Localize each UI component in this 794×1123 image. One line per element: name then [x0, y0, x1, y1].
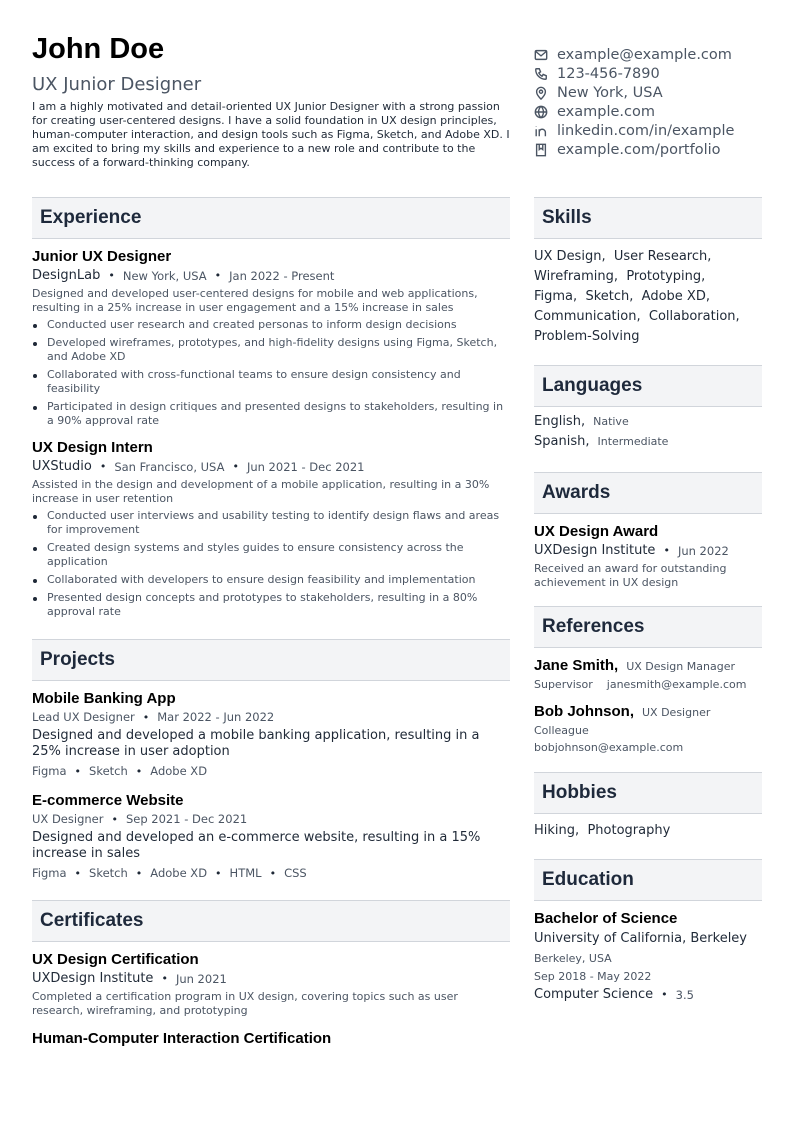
- portfolio-icon: [534, 143, 548, 157]
- email-icon: [534, 48, 548, 62]
- experience-meta: [32, 268, 510, 283]
- hobbies-heading: Hobbies: [534, 772, 762, 814]
- reference-email[interactable]: janesmith@example.com: [606, 678, 747, 691]
- education-gpa: 3.5: [675, 987, 694, 1002]
- education-field: Computer Science: [534, 987, 654, 1002]
- skill-item: Wireframing: [534, 269, 614, 284]
- bullet-item: Collaborated with cross-functional teams to ensure design consistency and feasibility: [32, 368, 510, 396]
- job-title: UX Junior Designer: [32, 73, 202, 95]
- project-role: UX Designer: [32, 812, 104, 826]
- certificate-description: Completed a certification program in UX design, covering topics such as user research, wireframing, and prototyping: [32, 990, 458, 1017]
- skill-item: Prototyping: [626, 269, 702, 284]
- separator-dot: •: [161, 972, 168, 985]
- award-meta: [534, 543, 762, 558]
- reference-relation: Colleague: [534, 724, 589, 737]
- contact-portfolio-text: example.com/portfolio: [557, 141, 721, 158]
- bullet-item: Created design systems and styles guides to ensure consistency across the application: [32, 541, 510, 569]
- award-date: Jun 2022: [677, 543, 729, 558]
- experience-title: UX Design Intern: [32, 439, 153, 456]
- project-description: Designed and developed an e-commerce website, resulting in a 15% increase in sales: [32, 830, 481, 861]
- project-meta: [32, 710, 510, 724]
- language-item: Spanish , Intermediate: [534, 434, 669, 449]
- bullet-item: Participated in design critiques and presented designs to stakeholders, resulting in a 90% approval rate: [32, 400, 510, 428]
- contact-phone-text: 123-456-7890: [557, 65, 660, 82]
- certificate-title: Human-Computer Interaction Certification: [32, 1030, 332, 1047]
- bullet-item: Developed wireframes, prototypes, and high-fidelity designs using Figma, Sketch, and Adobe XD: [32, 336, 510, 364]
- project-item: [32, 690, 510, 778]
- reference-position: UX Designer: [642, 706, 711, 719]
- project-dates: Sep 2021 - Dec 2021: [125, 812, 248, 826]
- bullet-item: Collaborated with developers to ensure design feasibility and implementation: [32, 573, 510, 587]
- hobby-item: Photography: [587, 823, 671, 838]
- certificate-issuer: UXDesign Institute: [32, 971, 154, 986]
- skills-list: UX Design, User Research, Wireframing, Prototyping, Figma, Sketch, Adobe XD, Communication, Collaboration, Problem-Solving: [534, 249, 740, 344]
- certificate-meta: [32, 971, 510, 986]
- bullet-item: Presented design concepts and prototypes to stakeholders, resulting in a 80% approval rate: [32, 591, 510, 619]
- separator-dot: •: [215, 866, 222, 880]
- skill-item: Figma: [534, 289, 574, 304]
- language-level: Intermediate: [597, 435, 669, 448]
- certificate-title: UX Design Certification: [32, 951, 199, 968]
- project-meta: [32, 812, 510, 826]
- hobby-item: Hiking: [534, 823, 576, 838]
- experience-summary: Assisted in the design and development of a mobile application, resulting in a 30% increase in user retention: [32, 478, 490, 505]
- project-tools: [32, 764, 510, 778]
- reference-item: Jane Smith , UX Design Manager Supervisor janesmith@example.com: [534, 657, 747, 691]
- experience-location: San Francisco, USA: [114, 459, 225, 474]
- bullet-item: Conducted user research and created personas to inform design decisions: [32, 318, 510, 332]
- contact-website-text: example.com: [557, 103, 655, 120]
- tool-tag: Sketch: [89, 764, 128, 778]
- language-level: Native: [593, 415, 629, 428]
- experience-title: Junior UX Designer: [32, 248, 172, 265]
- separator-dot: •: [74, 866, 82, 880]
- award-title: UX Design Award: [534, 523, 659, 540]
- languages-heading: Languages: [534, 365, 762, 407]
- award-issuer: UXDesign Institute: [534, 543, 656, 558]
- experience-item: [32, 439, 510, 619]
- reference-relation: Supervisor: [534, 678, 593, 691]
- skill-item: Communication: [534, 309, 637, 324]
- contact-email-text: example@example.com: [557, 46, 732, 63]
- project-item: [32, 792, 510, 880]
- references-heading: References: [534, 606, 762, 648]
- globe-icon: [534, 105, 548, 119]
- sidebar-column: [534, 197, 762, 1002]
- contact-location-text: New York, USA: [557, 84, 663, 101]
- contact-linkedin-text: linkedin.com/in/example: [557, 122, 735, 139]
- language-name: English: [534, 414, 581, 429]
- experience-company: UXStudio: [32, 459, 92, 474]
- project-title: E-commerce Website: [32, 792, 184, 809]
- skills-heading: Skills: [534, 197, 762, 239]
- education-school: University of California, Berkeley: [534, 931, 747, 946]
- bullet-item: Conducted user interviews and usability testing to identify design flaws and areas for improvement: [32, 509, 510, 537]
- experience-bullets: [32, 509, 510, 619]
- education-location: Berkeley, USA: [534, 952, 612, 965]
- experience-dates: Jan 2022 - Present: [229, 268, 335, 283]
- award-description: Received an award for outstanding achievement in UX design: [534, 562, 727, 589]
- contact-portfolio[interactable]: [534, 140, 784, 159]
- contact-linkedin[interactable]: [534, 121, 784, 140]
- award-item: [534, 523, 762, 590]
- tool-tag: Figma: [32, 764, 67, 778]
- contact-location: [534, 83, 784, 102]
- skill-item: Adobe XD: [641, 289, 706, 304]
- language-name: Spanish: [534, 434, 586, 449]
- reference-name: Jane Smith: [534, 657, 615, 674]
- education-dates: Sep 2018 - May 2022: [534, 970, 652, 983]
- reference-email[interactable]: bobjohnson@example.com: [534, 741, 684, 754]
- experience-meta: [32, 459, 510, 474]
- location-icon: [534, 86, 548, 100]
- candidate-name: John Doe: [32, 33, 165, 65]
- experience-company: DesignLab: [32, 268, 101, 283]
- experience-bullets: [32, 318, 510, 428]
- education-degree: Bachelor of Science: [534, 910, 678, 927]
- certificate-item: [32, 951, 510, 1018]
- experience-item: [32, 248, 510, 428]
- education-heading: Education: [534, 859, 762, 901]
- separator-dot: •: [99, 460, 107, 473]
- separator-dot: •: [269, 866, 277, 880]
- separator-dot: •: [135, 866, 143, 880]
- experience-dates: Jun 2021 - Dec 2021: [246, 459, 365, 474]
- skill-item: UX Design: [534, 249, 602, 264]
- contact-website[interactable]: [534, 102, 784, 121]
- projects-heading: Projects: [32, 639, 510, 681]
- linkedin-icon: [534, 124, 548, 138]
- project-description: Designed and developed a mobile banking application, resulting in a 25% increase in user adoption: [32, 728, 480, 759]
- main-column: [32, 197, 510, 1047]
- phone-icon: [534, 67, 548, 81]
- education-item: [534, 910, 762, 1002]
- reference-item: Bob Johnson , UX Designer Colleague bobjohnson@example.com: [534, 703, 762, 754]
- hobbies-list: Hiking, Photography: [534, 823, 671, 838]
- separator-dot: •: [108, 269, 115, 282]
- experience-heading: Experience: [32, 197, 510, 239]
- contact-info: [534, 45, 784, 159]
- separator-dot: •: [142, 710, 150, 724]
- reference-position: UX Design Manager: [626, 660, 735, 673]
- certificates-heading: Certificates: [32, 900, 510, 942]
- reference-name: Bob Johnson: [534, 703, 630, 720]
- tool-tag: Adobe XD: [150, 866, 208, 880]
- project-role: Lead UX Designer: [32, 710, 135, 724]
- resume-header: [32, 34, 512, 170]
- certificate-item: [32, 1030, 510, 1047]
- contact-email[interactable]: [534, 45, 784, 64]
- tool-tag: Figma: [32, 866, 67, 880]
- project-tools: [32, 866, 510, 880]
- separator-dot: •: [232, 460, 239, 473]
- separator-dot: •: [135, 764, 143, 778]
- project-dates: Mar 2022 - Jun 2022: [157, 710, 275, 724]
- awards-heading: Awards: [534, 472, 762, 514]
- separator-dot: •: [111, 812, 118, 826]
- tool-tag: Adobe XD: [150, 764, 208, 778]
- experience-location: New York, USA: [122, 268, 207, 283]
- skill-item: Problem-Solving: [534, 329, 640, 344]
- languages-list: [534, 414, 762, 454]
- education-meta: [534, 987, 762, 1002]
- skill-item: Sketch: [585, 289, 630, 304]
- experience-summary: Designed and developed user-centered designs for mobile and web applications, resulting in a 25% increase in user engagement and a 15% increase in sales: [32, 287, 478, 314]
- separator-dot: •: [661, 988, 668, 1001]
- certificate-date: Jun 2021: [175, 971, 227, 986]
- language-item: English , Native: [534, 414, 629, 429]
- separator-dot: •: [214, 269, 222, 282]
- tool-tag: CSS: [284, 866, 307, 880]
- skill-item: User Research: [613, 249, 708, 264]
- skill-item: Collaboration: [648, 309, 736, 324]
- tool-tag: Sketch: [89, 866, 128, 880]
- separator-dot: •: [663, 544, 670, 557]
- project-title: Mobile Banking App: [32, 690, 176, 707]
- separator-dot: •: [74, 764, 82, 778]
- tool-tag: HTML: [229, 866, 262, 880]
- profile-summary: I am a highly motivated and detail-oriented UX Junior Designer with a strong passion for creating user-centered designs. I have a solid foundation in UX design principles, human-computer interaction, and design tools such as Figma, Sketch, and Adobe XD. I am excited to bring my skills and experience to a new role and contribute to the success of a forward-thinking company.: [32, 99, 510, 169]
- contact-phone[interactable]: [534, 64, 784, 83]
